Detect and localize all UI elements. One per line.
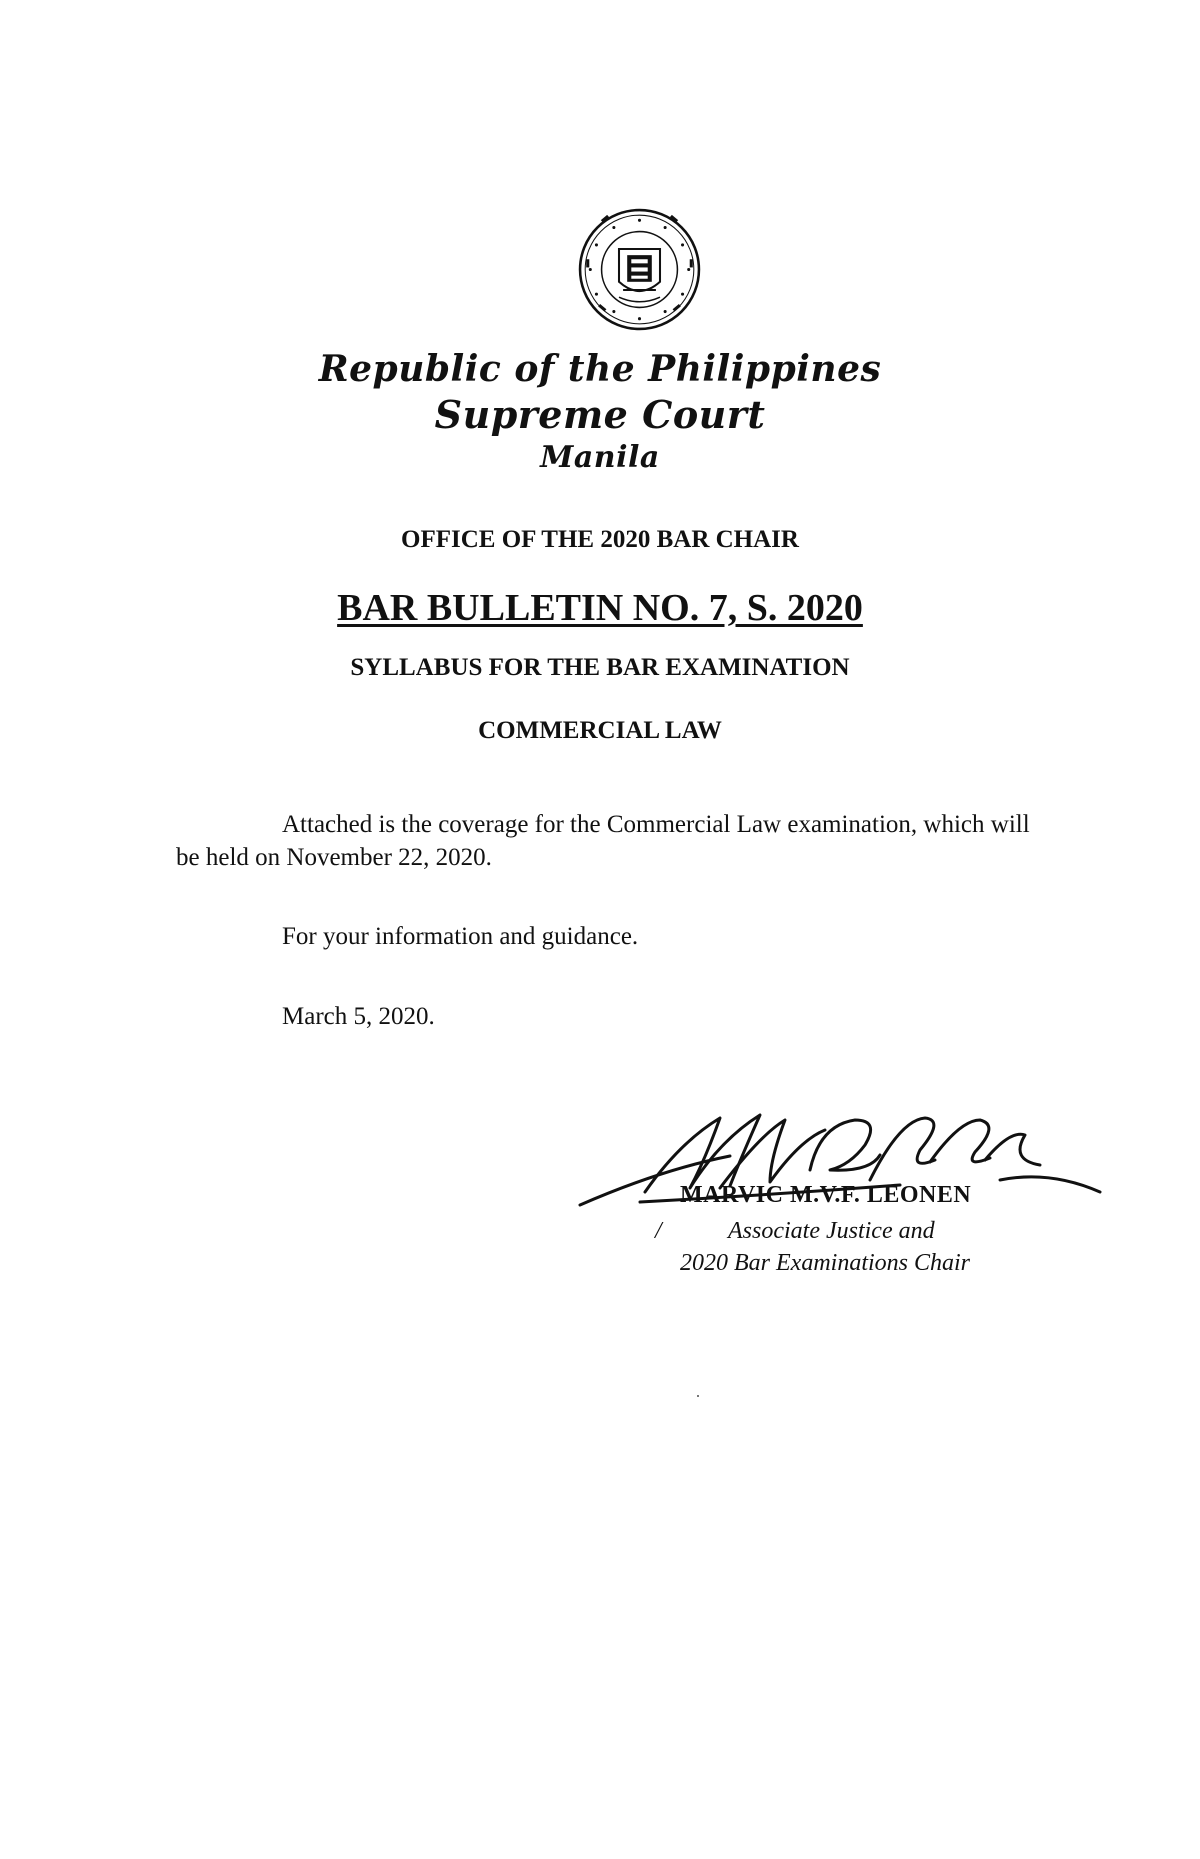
bulletin-title: BAR BULLETIN NO. 7, S. 2020 <box>337 587 863 629</box>
document-date: March 5, 2020. <box>282 1003 435 1030</box>
signatory-title-1: Associate Justice and <box>728 1218 935 1244</box>
header-city: Manila <box>540 440 660 475</box>
body-paragraph-1: Attached is the coverage for the Commercial Law examination, which will be held on November 22, 2020. <box>176 811 1030 871</box>
office-heading: OFFICE OF THE 2020 BAR CHAIR <box>401 526 799 553</box>
body-paragraph-2: For your information and guidance. <box>282 923 639 950</box>
signatory-name: MARVIC M.V.F. LEONEN <box>680 1182 972 1208</box>
signature-slash: / <box>655 1218 662 1244</box>
signatory-title-2: 2020 Bar Examinations Chair <box>680 1250 971 1276</box>
subject-title: COMMERCIAL LAW <box>478 717 722 744</box>
supreme-court-seal-icon <box>578 208 701 331</box>
header-court: Supreme Court <box>434 392 766 437</box>
header-republic: Republic of the Philippines <box>318 348 882 390</box>
stray-mark <box>697 1395 699 1397</box>
syllabus-title: SYLLABUS FOR THE BAR EXAMINATION <box>350 654 850 681</box>
